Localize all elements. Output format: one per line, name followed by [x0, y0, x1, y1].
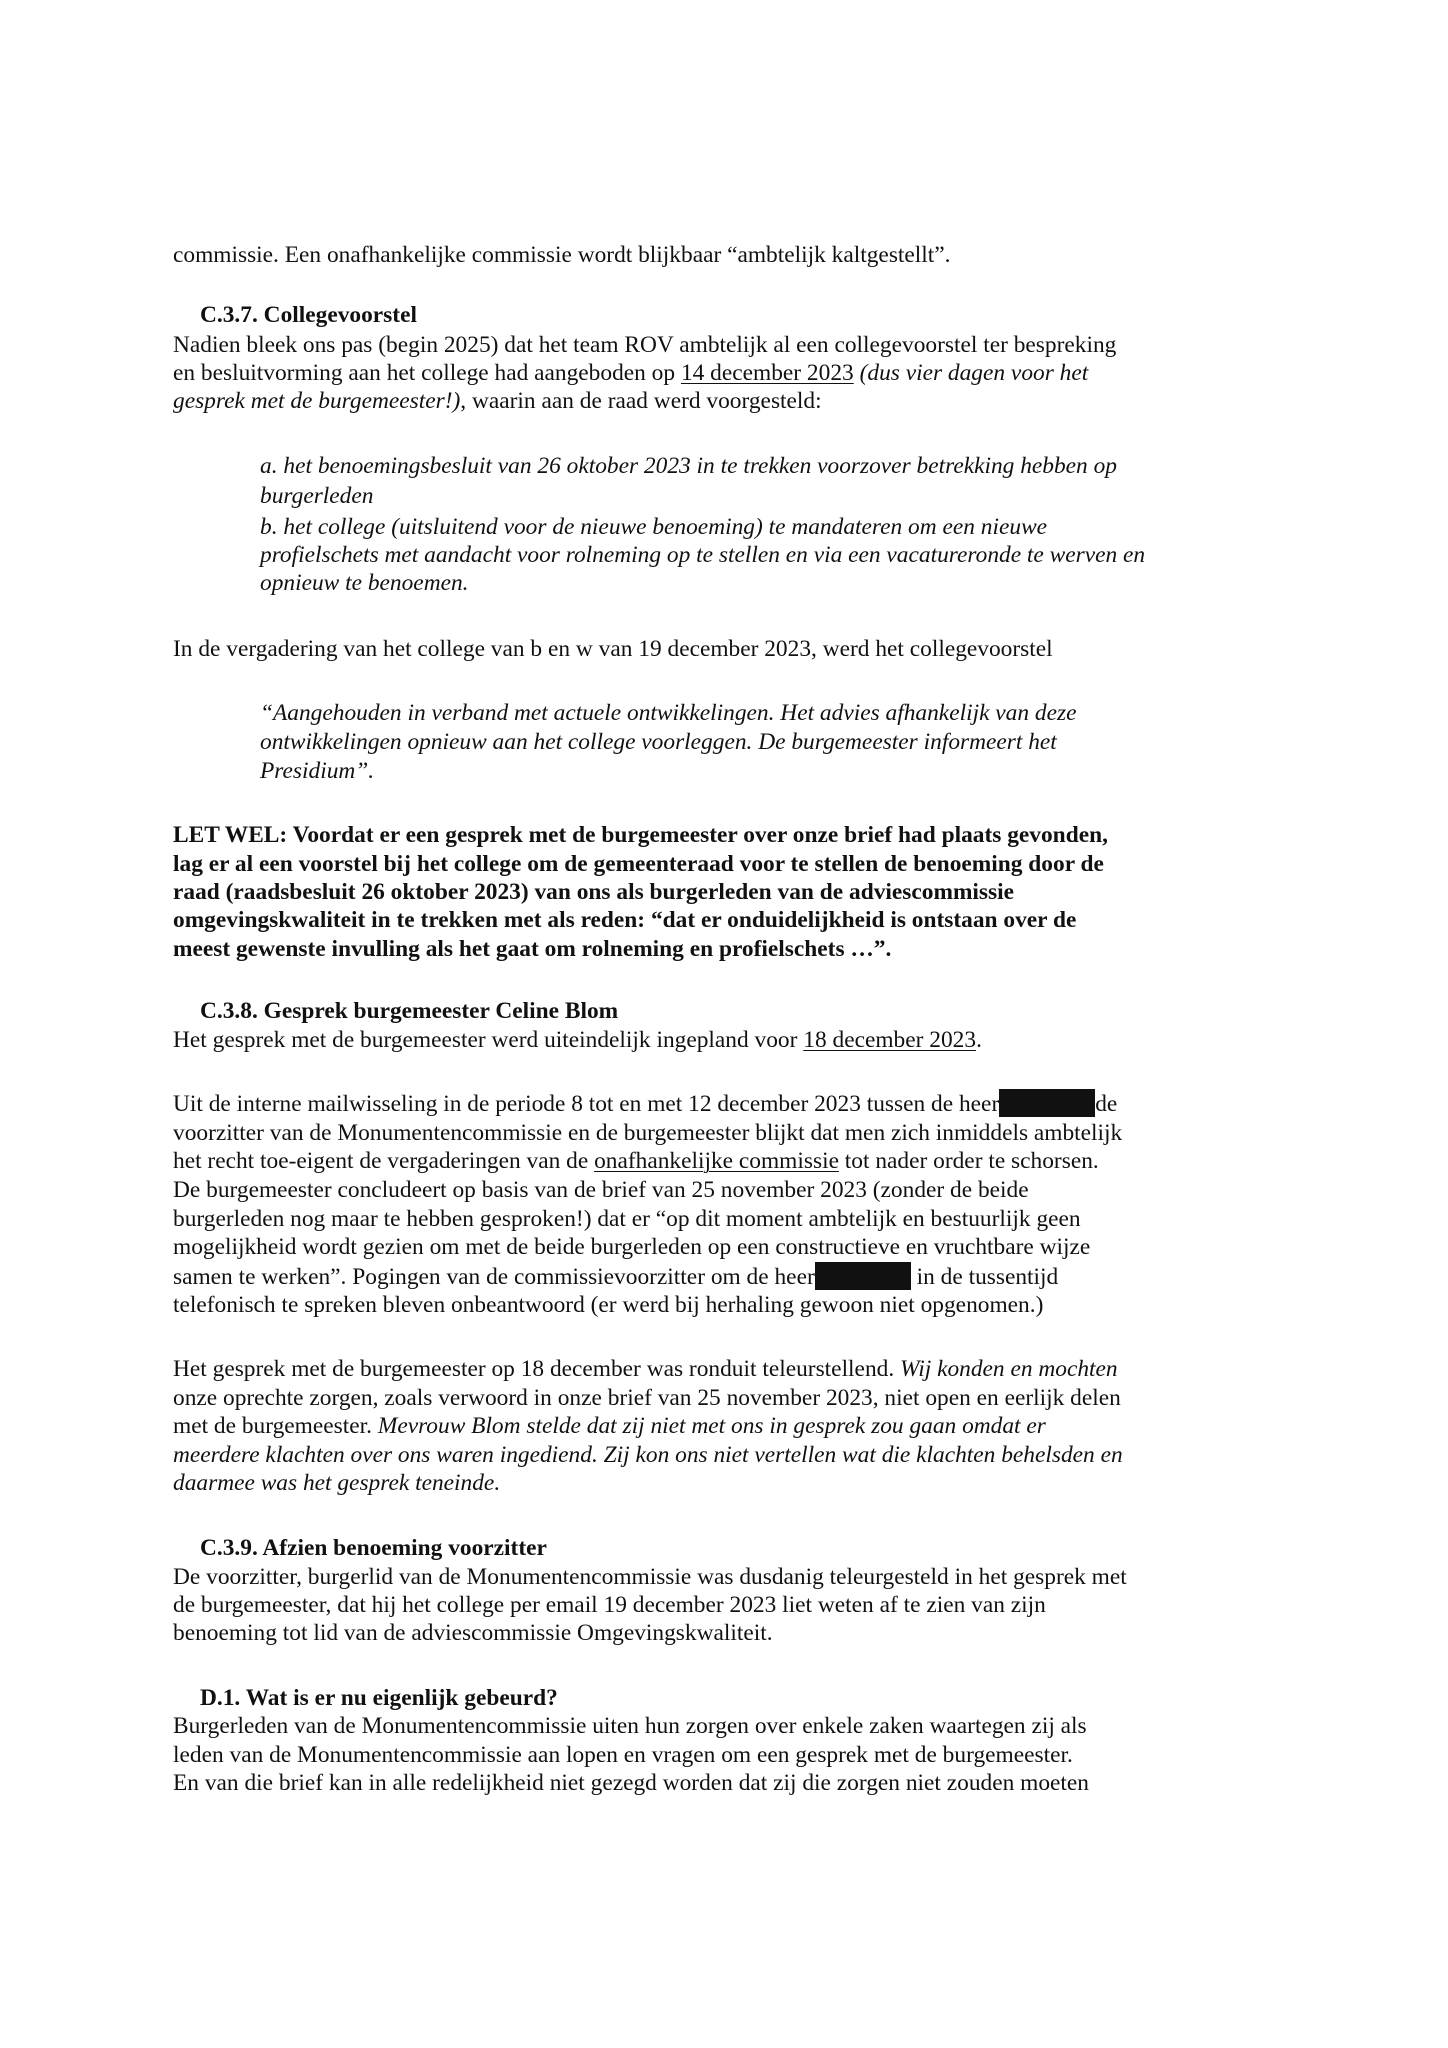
body-line — [173, 1440, 1123, 1470]
indented-line — [260, 698, 1076, 728]
body-line — [173, 1354, 1118, 1384]
body-line — [173, 1025, 982, 1055]
text-run: Presidium”. — [260, 758, 375, 784]
text-run: voorzitter van de Monumentencommissie en de burgemeester blijkt dat men zich inmiddels ambtelijk — [173, 1120, 1123, 1146]
text-run: C.3.9. Afzien benoeming voorzitter — [200, 1535, 547, 1561]
body-line — [173, 1618, 773, 1648]
redaction-bar — [815, 1262, 911, 1290]
indented-line — [260, 540, 1145, 570]
text-run: Uit de interne mailwisseling in de periode 8 tot en met 12 december 2023 tussen de heer — [173, 1091, 1000, 1117]
indented-line — [260, 756, 374, 786]
body-line — [173, 358, 1088, 388]
body-line — [173, 1262, 1058, 1292]
underlined-text: 18 december 2023 — [803, 1027, 977, 1053]
text-run: Mevrouw Blom stelde dat zij niet met ons in gesprek zou gaan omdat er — [377, 1413, 1046, 1439]
redaction-bar — [999, 1089, 1095, 1117]
text-run: de burgemeester, dat hij het college per email 19 december 2023 liet weten af te zien van zijn — [173, 1592, 1046, 1618]
text-run: de — [1095, 1091, 1118, 1117]
text-run: raad (raadsbesluit 26 oktober 2023) van ons als burgerleden van de adviescommissie — [173, 879, 1015, 905]
text-run: samen te werken”. Pogingen van de commissievoorzitter om de heer — [173, 1264, 815, 1290]
text-run: . — [976, 1027, 982, 1053]
body-line — [173, 1232, 1090, 1262]
underlined-text: 14 december 2023 — [680, 360, 854, 386]
body-line — [173, 1175, 1029, 1205]
body-line — [173, 1290, 1043, 1320]
section-heading — [200, 1533, 547, 1563]
body-line — [173, 1768, 1089, 1798]
body-line — [173, 820, 1108, 850]
text-run: lag er al een voorstel bij het college om de gemeenteraad voor te stellen de benoeming door de — [173, 851, 1104, 877]
text-run: “Aangehouden in verband met actuele ontwikkelingen. Het advies afhankelijk van deze — [260, 700, 1077, 726]
text-run: (dus vier dagen voor het — [859, 360, 1089, 386]
text-run: profielschets met aandacht voor rolneming op te stellen en via een vacatureronde te werven en — [260, 542, 1146, 568]
text-run: het recht toe-eigent de vergaderingen van de — [173, 1148, 595, 1174]
body-line — [173, 905, 1076, 935]
text-run: en besluitvorming aan het college had aangeboden op — [173, 360, 681, 386]
text-run: opnieuw te benoemen. — [260, 570, 469, 596]
text-run: tot nader order te schorsen. — [838, 1148, 1099, 1174]
text-run: benoeming tot lid van de adviescommissie Omgevingskwaliteit. — [173, 1620, 773, 1646]
body-line — [173, 877, 1014, 907]
indented-line — [260, 568, 469, 598]
body-line — [173, 1411, 1046, 1441]
body-line — [173, 849, 1104, 879]
body-line — [173, 386, 822, 416]
body-line — [173, 1468, 500, 1498]
body-line — [173, 1146, 1099, 1176]
text-run: Het gesprek met de burgemeester op 18 december was ronduit teleurstellend. — [173, 1356, 901, 1382]
text-run: En van die brief kan in alle redelijkheid niet gezegd worden dat zij die zorgen niet zouden moeten — [173, 1770, 1090, 1796]
indented-line — [260, 727, 1057, 757]
text-run: met de burgemeester. — [173, 1413, 378, 1439]
text-run: omgevingskwaliteit in te trekken met als reden: “dat er onduidelijkheid is ontstaan over de — [173, 907, 1077, 933]
section-heading — [200, 996, 618, 1026]
text-run: meerdere klachten over ons waren ingediend. Zij kon ons niet vertellen wat die klachten behelsden en — [173, 1442, 1123, 1468]
text-run: telefonisch te spreken bleven onbeantwoord (er werd bij herhaling gewoon niet opgenomen.) — [173, 1292, 1044, 1318]
text-run: Het gesprek met de burgemeester werd uiteindelijk ingepland voor — [173, 1027, 804, 1053]
text-run: burgerleden nog maar te hebben gesproken!) dat er “op dit moment ambtelijk en bestuurlijk geen — [173, 1206, 1081, 1232]
body-line — [173, 1711, 1087, 1741]
text-run: Wij konden en mochten — [900, 1356, 1118, 1382]
body-line — [173, 240, 951, 270]
body-line — [173, 1740, 1073, 1770]
text-run: daarmee was het gesprek teneinde. — [173, 1470, 501, 1496]
body-line — [173, 1204, 1081, 1234]
body-line — [173, 1590, 1046, 1620]
text-run: a. het benoemingsbesluit van 26 oktober 2023 in te trekken voorzover betrekking hebben op — [260, 453, 1117, 479]
body-line — [173, 634, 1053, 664]
indented-line — [260, 481, 373, 511]
text-run: mogelijkheid wordt gezien om met de beide burgerleden op een constructieve en vruchtbare wijze — [173, 1234, 1091, 1260]
text-run: gesprek met de burgemeester!) — [173, 388, 461, 414]
body-line — [173, 1089, 1117, 1119]
section-heading — [200, 300, 417, 330]
text-run: leden van de Monumentencommissie aan lopen en vragen om een gesprek met de burgemeester. — [173, 1742, 1073, 1768]
body-line — [173, 330, 1116, 360]
text-run: burgerleden — [260, 483, 374, 509]
text-run: , waarin aan de raad werd voorgesteld: — [460, 388, 822, 414]
text-run: De voorzitter, burgerlid van de Monumentencommissie was dusdanig teleurgesteld in het gesprek met — [173, 1564, 1127, 1590]
text-run: onze oprechte zorgen, zoals verwoord in onze brief van 25 november 2023, niet open en eerlijk delen — [173, 1385, 1121, 1411]
text-run: commissie. Een onafhankelijke commissie wordt blijkbaar “ambtelijk kaltgestellt”. — [173, 242, 951, 268]
text-run: ontwikkelingen opnieuw aan het college voorleggen. De burgemeester informeert het — [260, 729, 1057, 755]
body-line — [173, 1562, 1127, 1592]
text-run: in de tussentijd — [910, 1264, 1059, 1290]
indented-line — [260, 451, 1117, 481]
text-run: In de vergadering van het college van b en w van 19 december 2023, werd het collegevoorstel — [173, 636, 1053, 662]
body-line — [173, 1383, 1121, 1413]
text-run: C.3.8. Gesprek burgemeester Celine Blom — [200, 998, 619, 1024]
body-line — [173, 934, 891, 964]
text-run: D.1. Wat is er nu eigenlijk gebeurd? — [200, 1685, 558, 1711]
text-run: C.3.7. Collegevoorstel — [200, 302, 417, 328]
text-run: LET WEL: Voordat er een gesprek met de burgemeester over onze brief had plaats gevonden, — [173, 822, 1108, 848]
text-run: De burgemeester concludeert op basis van de brief van 25 november 2023 (zonder de beide — [173, 1177, 1029, 1203]
text-run: Burgerleden van de Monumentencommissie uiten hun zorgen over enkele zaken waartegen zij als — [173, 1713, 1087, 1739]
text-run: Nadien bleek ons pas (begin 2025) dat het team ROV ambtelijk al een collegevoorstel ter bespreking — [173, 332, 1117, 358]
body-line — [173, 1118, 1122, 1148]
section-heading — [200, 1683, 558, 1713]
text-run: meest gewenste invulling als het gaat om rolneming en profielschets …”. — [173, 936, 892, 962]
underlined-text: onafhankelijke commissie — [594, 1148, 839, 1174]
indented-line — [260, 512, 1047, 542]
text-run: b. het college (uitsluitend voor de nieuwe benoeming) te mandateren om een nieuwe — [260, 514, 1048, 540]
